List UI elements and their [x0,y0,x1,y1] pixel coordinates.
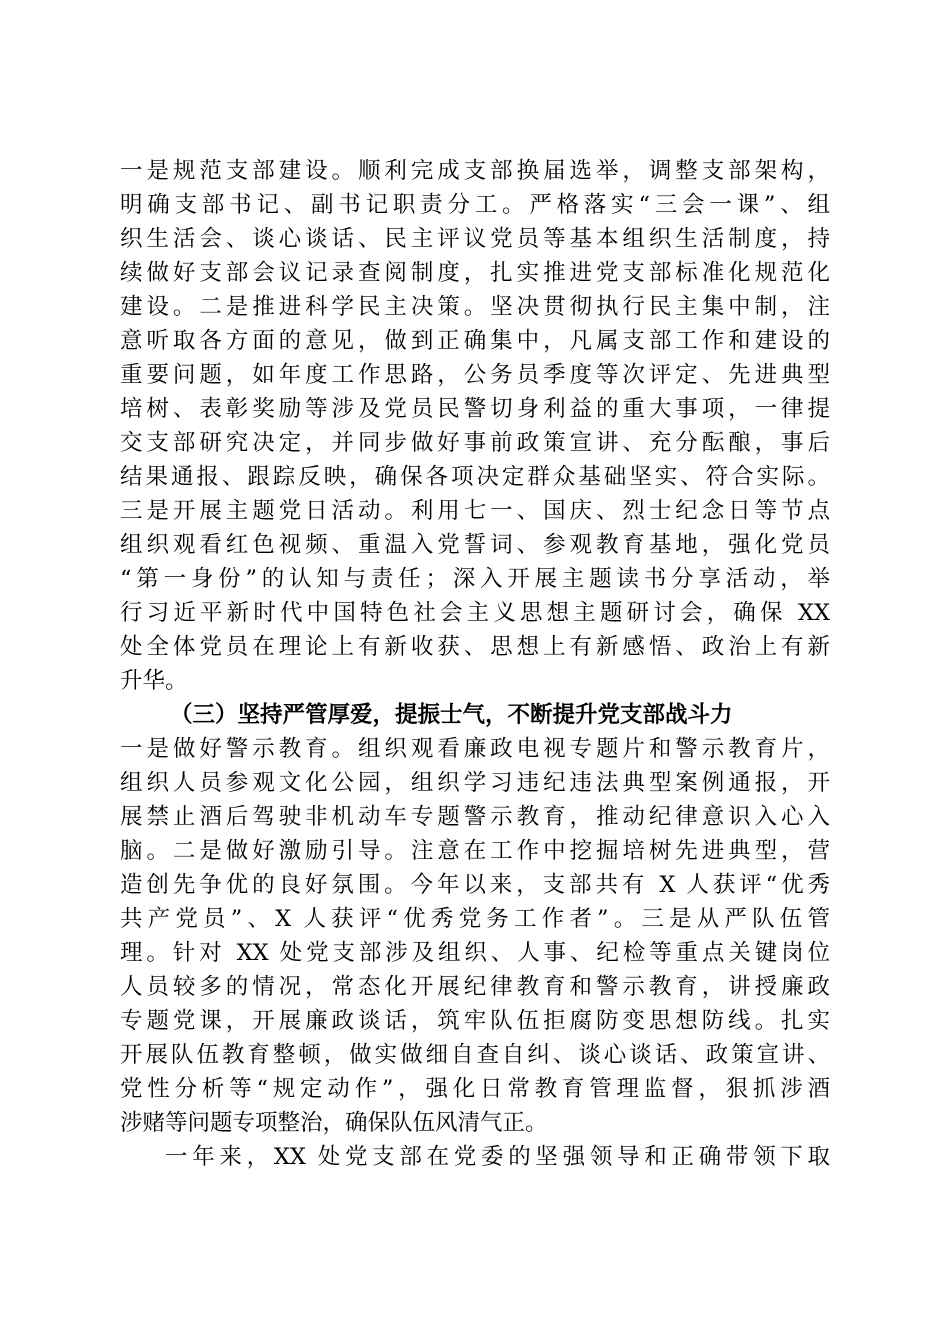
body-text-line: 重要问题，如年度工作思路，公务员季度等次评定、先进典型 [120,362,830,388]
body-text-line: 三是开展主题党日活动。利用七一、国庆、烈士纪念日等节点 [120,498,830,524]
body-text-line: 处全体党员在理论上有新收获、思想上有新感悟、政治上有新 [120,634,830,660]
body-text-line: 织生活会、谈心谈话、民主评议党员等基本组织生活制度，持 [120,226,830,252]
body-text-line: 升华。 [120,668,188,694]
body-text-line: 党性分析等“规定动作”，强化日常教育管理监督，狠抓涉酒 [120,1076,830,1102]
body-text-line: 结果通报、跟踪反映，确保各项决定群众基础坚实、符合实际。 [120,464,830,490]
body-text-line: 人员较多的情况，常态化开展纪律教育和警示教育，讲授廉政 [120,974,830,1000]
body-text-line: 共产党员”、X 人获评“优秀党务工作者”。三是从严队伍管 [120,906,830,932]
body-text-line: 一年来，XX 处党支部在党委的坚强领导和正确带领下取 [165,1144,830,1170]
body-text-line: 交支部研究决定，并同步做好事前政策宣讲、充分酝酿，事后 [120,430,830,456]
body-text-line: 造创先争优的良好氛围。今年以来，支部共有 X 人获评“优秀 [120,872,830,898]
body-text-line: 组织观看红色视频、重温入党誓词、参观教育基地，强化党员 [120,532,830,558]
body-text-line: 脑。二是做好激励引导。注意在工作中挖掘培树先进典型，营 [120,838,830,864]
body-text-line: 行习近平新时代中国特色社会主义思想主题研讨会，确保 XX [120,600,830,626]
body-text-line: 专题党课，开展廉政谈话，筑牢队伍拒腐防变思想防线。扎实 [120,1008,830,1034]
body-text-line: 一是规范支部建设。顺利完成支部换届选举，调整支部架构， [120,158,830,184]
body-text-line: 意听取各方面的意见，做到正确集中，凡属支部工作和建设的 [120,328,830,354]
body-text-line: 组织人员参观文化公园，组织学习违纪违法典型案例通报，开 [120,770,830,796]
body-text-line: “第一身份”的认知与责任；深入开展主题读书分享活动，举 [120,566,830,592]
body-text-line: 展禁止酒后驾驶非机动车专题警示教育，推动纪律意识入心入 [120,804,830,830]
body-text-line: 一是做好警示教育。组织观看廉政电视专题片和警示教育片， [120,736,830,762]
body-text-line: 建设。二是推进科学民主决策。坚决贯彻执行民主集中制，注 [120,294,830,320]
body-text-line: 涉赌等问题专项整治，确保队伍风清气正。 [120,1110,548,1136]
body-text-line: 培树、表彰奖励等涉及党员民警切身利益的重大事项，一律提 [120,396,830,422]
body-text-line: 续做好支部会议记录查阅制度，扎实推进党支部标准化规范化 [120,260,830,286]
body-text-line: 开展队伍教育整顿，做实做细自查自纠、谈心谈话、政策宣讲、 [120,1042,830,1068]
body-text-line: 明确支部书记、副书记职责分工。严格落实“三会一课”、组 [120,192,830,218]
section-heading: （三）坚持严管厚爱，提振士气，不断提升党支部战斗力 [170,702,733,728]
body-text-line: 理。针对 XX 处党支部涉及组织、人事、纪检等重点关键岗位 [120,940,830,966]
